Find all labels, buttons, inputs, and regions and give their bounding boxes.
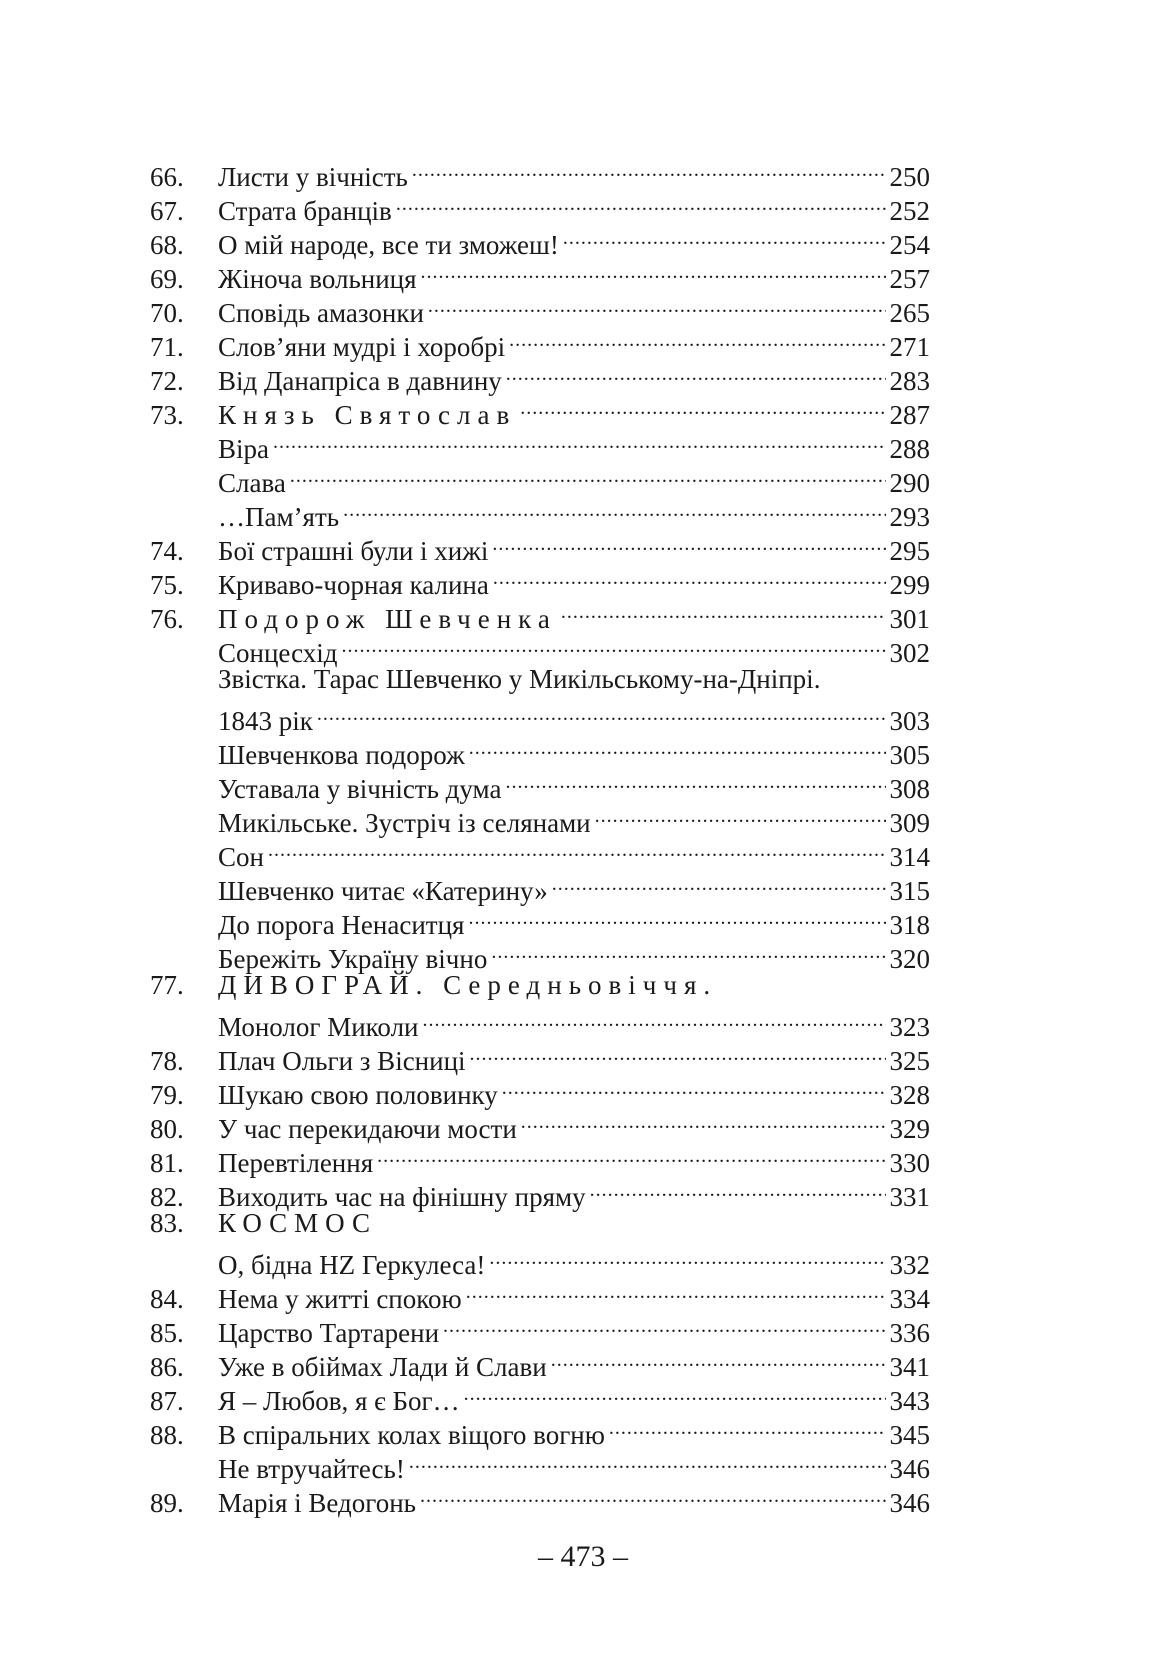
dot-leader [317,696,886,730]
page-number: – 473 – [538,1540,628,1573]
entry-page: 287 [889,400,930,430]
entry-page: 302 [889,638,930,668]
entry-page: 290 [889,468,930,498]
dot-leader [466,1274,886,1308]
entry-page: 288 [889,434,930,464]
entry-title: Я – Любов, я є Бог… [218,1386,460,1416]
entry-number: 69. [150,264,184,294]
entry-page: 330 [889,1148,930,1178]
entry-title: Сон [218,842,264,872]
entry-number: 66. [150,162,184,192]
entry-page: 336 [889,1318,930,1348]
dot-leader [268,832,886,866]
dot-leader [470,1036,886,1070]
entry-page: 345 [889,1420,930,1450]
toc-entry [150,152,930,192]
entry-title: Страта бранців [218,196,392,226]
entry-number: 70. [150,298,184,328]
entry-number: 79. [150,1080,184,1110]
dot-leader [423,1002,886,1036]
entry-number: 85. [150,1318,184,1348]
dot-leader [552,866,886,900]
entry-title: Віра [218,434,269,464]
entry-title: Микільське. Зустріч із селянами [218,808,591,838]
entry-number: 80. [150,1114,184,1144]
entry-title: …Пам’ять [218,502,340,532]
entry-number: 73. [150,400,184,430]
entry-page: 283 [889,366,930,396]
entry-number: 68. [150,230,184,260]
entry-title: 1843 рік [218,706,313,736]
entry-page: 252 [889,196,930,226]
toc-entry [150,832,930,872]
entry-page: 328 [889,1080,930,1110]
entry-title: Подорож Шевченка [218,604,557,634]
entry-title: Сповідь амазонки [218,298,424,328]
dot-leader [428,288,886,322]
entry-page: 314 [889,842,930,872]
dot-leader [493,560,886,594]
entry-title: Виходить час на фінішну пряму [218,1182,586,1212]
entry-title: Шевченкова подорож [218,740,465,770]
entry-page: 331 [889,1182,930,1212]
entry-number: 74. [150,536,184,566]
entry-page: 254 [889,230,930,260]
entry-page: 271 [889,332,930,362]
entry-page: 309 [889,808,930,838]
entry-page: 323 [889,1012,930,1042]
entry-number: 89. [150,1488,184,1518]
entry-page: 293 [889,502,930,532]
entry-title: ДИВОГРАЙ. Середньовіччя. [218,970,718,1000]
entry-number: 77. [150,970,184,1000]
dot-leader [491,934,885,968]
entry-page: 250 [889,162,930,192]
entry-page: 295 [889,536,930,566]
entry-title: Уже в обіймах Лади й Слави [218,1352,547,1382]
dot-leader [521,1104,886,1138]
entry-page: 265 [889,298,930,328]
entry-page: 325 [889,1046,930,1076]
entry-number: 84. [150,1284,184,1314]
entry-title: Звістка. Тарас Шевченко у Микільському-на-Дніпрі. [218,664,821,694]
entry-title: Уставала у вічність дума [218,774,502,804]
dot-leader [561,594,886,628]
entry-title: Плач Ольги з Вісниці [218,1046,466,1076]
dot-leader [551,1342,886,1376]
entry-title: Князь Святослав [218,400,517,430]
dot-leader [409,1444,886,1478]
entry-number: 83. [150,1208,184,1238]
dot-leader [609,1410,886,1444]
entry-title: Марія і Ведогонь [218,1488,416,1518]
dot-leader [273,424,886,458]
entry-number: 72. [150,366,184,396]
entry-number: 88. [150,1420,184,1450]
table-of-contents [150,152,930,1518]
dot-leader [412,152,886,186]
dot-leader [290,458,886,492]
entry-title: Криваво-чорная калина [218,570,489,600]
entry-page: 332 [889,1250,930,1280]
entry-page: 301 [889,604,930,634]
entry-page: 320 [889,944,930,974]
entry-page: 343 [889,1386,930,1416]
dot-leader [563,220,886,254]
toc-entry [150,696,930,736]
dot-leader [464,1376,886,1410]
entry-title: Царство Тартарени [218,1318,440,1348]
dot-leader [421,254,886,288]
entry-title: КОСМОС [218,1208,378,1238]
dot-leader [377,1138,885,1172]
entry-number: 67. [150,196,184,226]
entry-title: Шевченко читає «Катерину» [218,876,548,906]
toc-entry [150,968,930,1002]
dot-leader [443,1308,885,1342]
entry-number: 75. [150,570,184,600]
dot-leader [341,628,885,662]
entry-number: 81. [150,1148,184,1178]
entry-page: 329 [889,1114,930,1144]
entry-page: 346 [889,1488,930,1518]
entry-title: В спіральних колах віщого вогню [218,1420,605,1450]
entry-title: Монолог Миколи [218,1012,419,1042]
entry-title: Слов’яни мудрі і хоробрі [218,332,506,362]
toc-entry [150,1002,930,1042]
dot-leader [343,492,885,526]
entry-page: 303 [889,706,930,736]
entry-page: 318 [889,910,930,940]
entry-page: 299 [889,570,930,600]
entry-page: 305 [889,740,930,770]
entry-number: 78. [150,1046,184,1076]
dot-leader [505,764,885,798]
entry-number: 82. [150,1182,184,1212]
entry-title: Слава [218,468,286,498]
dot-leader [492,526,885,560]
dot-leader [590,1172,886,1206]
entry-page: 341 [889,1352,930,1382]
entry-title: Не втручайтесь! [218,1454,405,1484]
entry-title: Нема у житті спокою [218,1284,462,1314]
entry-title: Листи у вічність [218,162,408,192]
entry-page: 334 [889,1284,930,1314]
entry-title: Бережіть Україну вічно [218,944,488,974]
entry-page: 257 [889,264,930,294]
toc-entry [150,866,930,906]
dot-leader [502,1070,886,1104]
dot-leader [469,730,886,764]
entry-title: О, бідна HZ Геркулеса! [218,1250,486,1280]
dot-leader [396,186,886,220]
entry-page: 346 [889,1454,930,1484]
dot-leader [468,900,885,934]
entry-title: Перевтілення [218,1148,374,1178]
entry-title: О мій народе, все ти зможеш! [218,230,559,260]
entry-title: Жіноча вольниця [218,264,417,294]
entry-page: 315 [889,876,930,906]
entry-title: Бої страшні були і хижі [218,536,489,566]
entry-title: Шукаю свою половинку [218,1080,498,1110]
toc-entry [150,662,930,696]
toc-entry [150,1240,930,1280]
entry-number: 86. [150,1352,184,1382]
entry-number: 76. [150,604,184,634]
entry-title: До порога Ненаситця [218,910,465,940]
entry-page: 308 [889,774,930,804]
entry-title: Від Данапріса в давнину [218,366,502,396]
dot-leader [520,390,885,424]
entry-title: Сонцесхід [218,638,338,668]
dot-leader [506,356,886,390]
dot-leader [509,322,885,356]
dot-leader [595,798,886,832]
entry-number: 87. [150,1386,184,1416]
dot-leader [489,1240,885,1274]
entry-number: 71. [150,332,184,362]
dot-leader [420,1478,886,1512]
entry-title: У час перекидаючи мости [218,1114,517,1144]
